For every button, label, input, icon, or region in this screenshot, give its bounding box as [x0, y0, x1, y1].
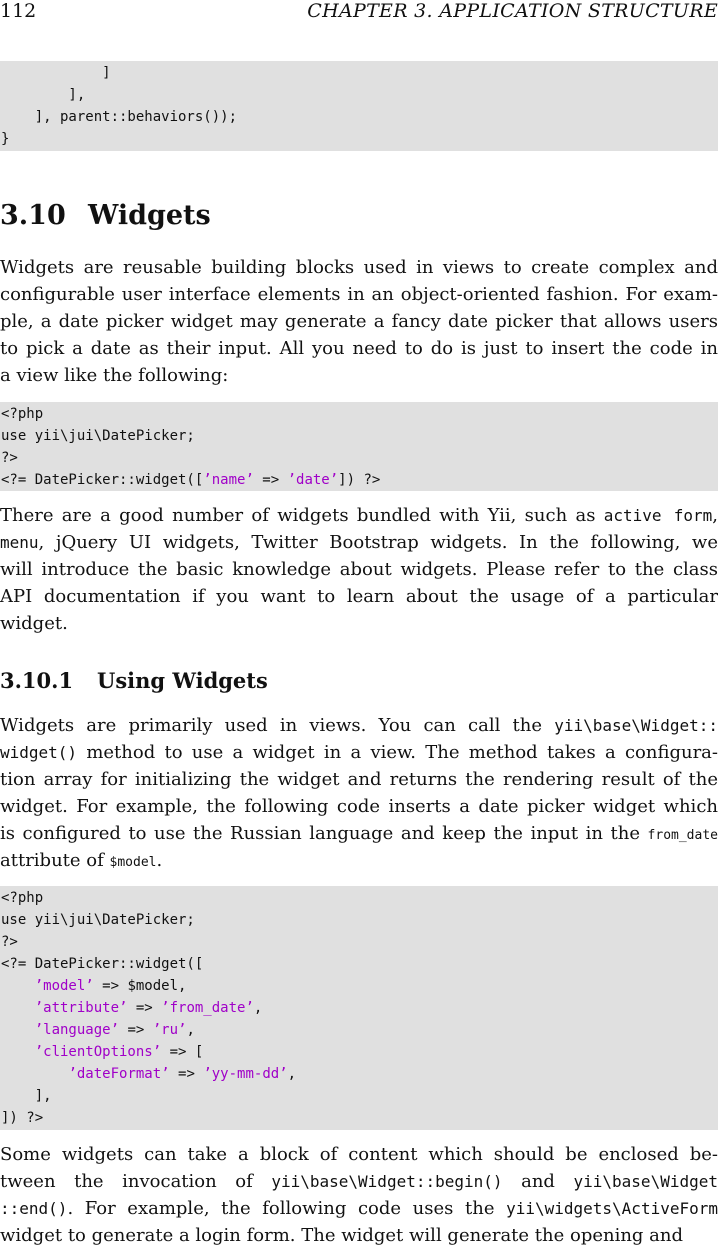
code-line: [1, 106, 718, 128]
code-line: [1, 1019, 718, 1041]
text-line: [0, 502, 718, 529]
text-span: ]: [1, 65, 111, 81]
text-line: [0, 362, 718, 389]
code-line: [1, 887, 718, 909]
paragraph-using-widgets: [0, 712, 718, 874]
inline-code: yii\base\Widget: [574, 1172, 718, 1191]
code-line: [1, 1085, 718, 1107]
text-span: is configured to use the Russian language and keep the input in the: [0, 823, 648, 844]
paragraph-intro: [0, 254, 718, 389]
code-line: [1, 1041, 718, 1063]
text-line: [0, 712, 718, 739]
text-span: tween the invocation of: [0, 1171, 271, 1192]
inline-code: ::end(): [0, 1199, 67, 1218]
section-heading: [0, 200, 211, 231]
text-span: widget to generate a login form. The widget will generate the opening and: [0, 1225, 683, 1246]
inline-code: widget(): [0, 743, 77, 762]
text-span: ], parent::behaviors());: [1, 109, 237, 125]
text-line: [0, 820, 718, 847]
string-literal: ’model’: [35, 978, 94, 994]
string-literal: ’yy-mm-dd’: [203, 1066, 287, 1082]
text-line: [0, 1168, 718, 1195]
text-span: Widgets are primarily used in views. You can call the: [0, 715, 554, 736]
text-span: ]) ?>: [338, 472, 380, 488]
text-span: <?= DatePicker::widget([: [1, 956, 203, 972]
text-span: ],: [1, 1088, 52, 1104]
text-span: method to use a widget in a view. The method takes a configura-: [77, 742, 718, 763]
string-literal: ’date’: [288, 472, 339, 488]
code-line: [1, 128, 718, 150]
text-span: => $model,: [94, 978, 187, 994]
text-span: . For example, the following code uses the: [67, 1198, 506, 1219]
text-span: [1, 1044, 35, 1060]
text-span: use yii\jui\DatePicker;: [1, 912, 195, 928]
text-span: There are a good number of widgets bundled with Yii, such as: [0, 505, 604, 526]
text-span: =>: [254, 472, 288, 488]
text-span: tion array for initializing the widget and returns the rendering result of the: [0, 769, 718, 790]
text-span: [1, 1066, 68, 1082]
text-line: [0, 308, 718, 335]
text-line: [0, 1141, 718, 1168]
subsection-heading: [0, 668, 268, 693]
code-line: [1, 425, 718, 447]
text-span: [1, 1000, 35, 1016]
subsection-title: Using Widgets: [97, 668, 268, 693]
text-span: to pick a date as their input. All you need to do is just to insert the code in: [0, 338, 718, 359]
text-span: Widgets are reusable building blocks used in views to create complex and: [0, 257, 718, 278]
code-line: [1, 953, 718, 975]
string-literal: ’clientOptions’: [35, 1044, 161, 1060]
string-literal: ’dateFormat’: [68, 1066, 169, 1082]
inline-code: from_date: [648, 828, 718, 843]
code-line: [1, 931, 718, 953]
text-span: ple, a date picker widget may generate a fancy date picker that allows users: [0, 311, 718, 332]
text-span: will introduce the basic knowledge about widgets. Please refer to the class: [0, 559, 718, 580]
code-line: [1, 447, 718, 469]
code-line: [1, 1107, 718, 1129]
string-literal: ’from_date’: [161, 1000, 254, 1016]
code-block-datepicker-simple: [0, 402, 718, 491]
text-span: <?php: [1, 406, 43, 422]
inline-code: yii\base\Widget::begin(): [271, 1172, 502, 1191]
text-line: [0, 254, 718, 281]
string-literal: ’ru’: [153, 1022, 187, 1038]
text-line: [0, 739, 718, 766]
inline-code: yii\widgets\ActiveForm: [506, 1199, 718, 1218]
text-span: ,: [186, 1022, 194, 1038]
code-line: [1, 84, 718, 106]
text-span: ]) ?>: [1, 1110, 43, 1126]
text-span: <?php: [1, 890, 43, 906]
text-line: [0, 529, 718, 556]
inline-code: active form: [604, 506, 713, 525]
text-span: => [: [161, 1044, 203, 1060]
paragraph-bundled-widgets: [0, 502, 718, 637]
code-line: [1, 997, 718, 1019]
string-literal: ’language’: [35, 1022, 119, 1038]
inline-code: menu: [0, 533, 39, 552]
text-line: [0, 793, 718, 820]
text-span: , jQuery UI widgets, Twitter Bootstrap widgets. In the following, we: [39, 532, 718, 553]
text-span: [1, 978, 35, 994]
text-span: widget. For example, the following code inserts a date picker widget which: [0, 796, 718, 817]
text-span: ?>: [1, 934, 18, 950]
paragraph-begin-end: [0, 1141, 718, 1249]
text-span: [1, 1022, 35, 1038]
section-title: Widgets: [88, 200, 211, 231]
text-line: [0, 335, 718, 362]
section-number: 3.10: [0, 200, 88, 231]
chapter-title: CHAPTER 3. APPLICATION STRUCTURE: [307, 0, 718, 22]
text-line: [0, 1222, 718, 1249]
string-literal: ’name’: [203, 472, 254, 488]
subsection-number: 3.10.1: [0, 668, 97, 693]
text-span: use yii\jui\DatePicker;: [1, 428, 195, 444]
text-span: .: [156, 850, 162, 871]
code-block-top: [0, 61, 718, 151]
text-line: [0, 1195, 718, 1222]
text-span: widget.: [0, 613, 68, 634]
text-span: <?= DatePicker::widget([: [1, 472, 203, 488]
inline-code: $model: [110, 855, 157, 870]
text-span: configurable user interface elements in an object-oriented fashion. For exam-: [0, 284, 718, 305]
text-span: ,: [712, 505, 718, 526]
page-header: [0, 0, 718, 28]
text-span: =>: [170, 1066, 204, 1082]
code-line: [1, 62, 718, 84]
text-span: =>: [127, 1000, 161, 1016]
text-span: ,: [254, 1000, 262, 1016]
text-span: API documentation if you want to learn about the usage of a particular: [0, 586, 718, 607]
code-block-datepicker-config: [0, 886, 718, 1130]
page-number: 112: [0, 0, 36, 22]
code-line: [1, 975, 718, 997]
text-line: [0, 583, 718, 610]
code-line: [1, 469, 718, 491]
code-line: [1, 909, 718, 931]
text-span: }: [1, 131, 9, 147]
text-span: Some widgets can take a block of content which should be enclosed be-: [0, 1144, 718, 1165]
text-span: a view like the following:: [0, 365, 228, 386]
text-line: [0, 766, 718, 793]
text-line: [0, 847, 718, 874]
text-span: and: [503, 1171, 574, 1192]
text-span: ],: [1, 87, 85, 103]
string-literal: ’attribute’: [35, 1000, 128, 1016]
text-line: [0, 610, 718, 637]
text-line: [0, 556, 718, 583]
text-span: ,: [288, 1066, 296, 1082]
text-span: ?>: [1, 450, 18, 466]
text-span: =>: [119, 1022, 153, 1038]
text-span: attribute of: [0, 850, 110, 871]
code-line: [1, 403, 718, 425]
inline-code: yii\base\Widget::: [554, 716, 718, 735]
text-line: [0, 281, 718, 308]
code-line: [1, 1063, 718, 1085]
